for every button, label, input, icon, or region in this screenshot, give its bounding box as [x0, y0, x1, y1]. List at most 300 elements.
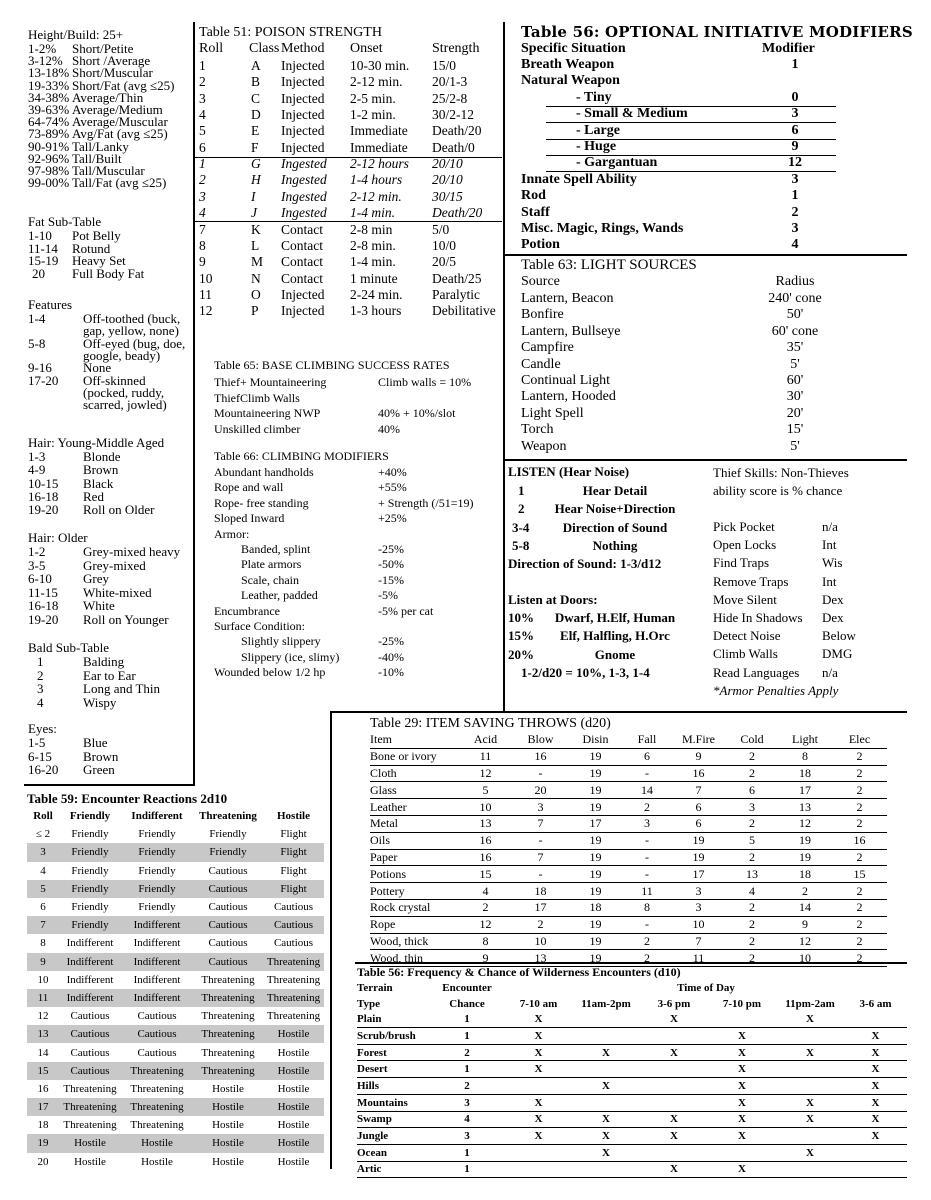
hair-young-value: Blonde [83, 449, 121, 464]
table-cell: X [572, 1078, 640, 1095]
table-59-header-cell: Hostile [277, 810, 310, 823]
table-51-cell: 20/1-3 [432, 74, 468, 90]
thief-ability: Int [822, 573, 837, 589]
table-cell: Hostile [263, 1025, 324, 1043]
hair-older-value: Roll on Younger [83, 611, 169, 627]
table-cell: 2 [832, 950, 887, 967]
table-51-cell: 1-4 hours [350, 172, 403, 188]
table-51-cell: B [251, 74, 261, 90]
table-cell: X [844, 1044, 907, 1061]
table-header-cell: 11am-2pm [581, 997, 631, 1010]
table-cell [844, 1011, 907, 1027]
table-cell [776, 1061, 844, 1078]
table-cell: 18 [778, 866, 832, 883]
table-51-cell: 30/2-12 [432, 107, 474, 123]
table-51-cell: 1-3 hours [350, 303, 402, 319]
table-cell: 2 [832, 883, 887, 900]
thief-skill: Pick Pocket [713, 519, 775, 534]
table-29-title: Table 29: ITEM SAVING THROWS (d20) [370, 716, 611, 731]
table-51-cell: D [251, 107, 261, 123]
table-cell: X [505, 1028, 572, 1045]
table-row [27, 843, 324, 861]
table-cell [505, 1161, 572, 1178]
table-cell: 19 [568, 866, 623, 883]
hair-older-value: Grey-mixed [83, 557, 146, 573]
table-row [357, 1094, 907, 1111]
features-roll: 9-16 [28, 360, 52, 376]
height-value: Tall/Muscular [72, 163, 145, 178]
hair-young-value: Red [83, 488, 104, 504]
table-cell: 2 [832, 799, 887, 816]
table-cell: 2 [726, 815, 778, 832]
table-cell: 2 [513, 916, 568, 933]
eyes-roll: 1-5 [28, 735, 46, 750]
table-cell: 2 [429, 1078, 505, 1095]
table-66-label: Banded, splint [241, 542, 311, 556]
table-header-cell: Type [357, 997, 381, 1010]
table-cell: 2 [726, 933, 778, 950]
table-63-source: Bonfire [521, 307, 564, 323]
thief-skill: Detect Noise [713, 628, 781, 644]
table-cell: Desert [357, 1061, 429, 1078]
table-row [370, 883, 887, 900]
table-row [27, 1062, 324, 1080]
table-cell: Threatening [201, 1010, 255, 1023]
table-66-value: +25% [378, 511, 407, 526]
table-51-cell: 25/2-8 [432, 90, 468, 106]
table-cell: Threatening [266, 973, 321, 986]
table-cell: 2 [726, 950, 778, 967]
height-roll: 92-96% [28, 150, 70, 166]
table-cell: Friendly [138, 864, 176, 877]
table-cell: 2 [726, 899, 778, 916]
table-cell: Cautious [193, 916, 263, 934]
table-51-cell: Death/20 [432, 123, 482, 139]
table-cell: Jungle [357, 1128, 429, 1145]
table-cell: Cautious [70, 1046, 110, 1059]
table-cell: 2 [778, 883, 832, 900]
table-59-header-cell: Friendly [69, 810, 111, 823]
table-cell [572, 1061, 640, 1078]
table-56-initiative-value: 3 [791, 221, 799, 236]
hair-older-roll: 6-10 [28, 571, 52, 586]
table-row [370, 799, 887, 816]
table-header-cell: 3-6 pm [657, 997, 691, 1010]
table-cell: 8 [623, 899, 671, 916]
hair-older-value: Grey [83, 571, 109, 586]
table-63-source: Lantern, Bullseye [521, 323, 621, 339]
table-cell: Hostile [121, 1134, 193, 1152]
table-51-cell: 20/10 [432, 172, 463, 188]
table-cell: Indifferent [121, 989, 193, 1007]
table-51-cell: 8 [199, 237, 206, 253]
features-value: (pocked, ruddy, [83, 384, 165, 400]
table-59-grid [27, 807, 324, 1171]
features-value: Off-skinned [83, 372, 146, 388]
table-cell [572, 1094, 640, 1111]
hair-older-value: White [83, 598, 115, 613]
table-cell: 19 [27, 1134, 59, 1152]
table-cell: 10 [513, 933, 568, 950]
table-cell: 12 [778, 815, 832, 832]
table-cell: 13 [513, 950, 568, 967]
table-cell: Cautious [208, 901, 248, 914]
bald-value: Wispy [83, 694, 117, 710]
table-cell: 2 [726, 765, 778, 782]
table-cell: 19 [568, 765, 623, 782]
table-56-wilderness-grid [357, 980, 907, 1178]
table-56-initiative-label: - Huge [576, 139, 617, 154]
bald-title: Bald Sub-Table [28, 640, 110, 655]
table-63-radius: 30' [786, 389, 804, 405]
table-51-cell: Contact [281, 254, 323, 270]
table-row [357, 1144, 907, 1161]
table-cell: X [505, 1111, 572, 1128]
table-cell: 16 [458, 832, 513, 849]
table-51-cell: 1-4 min. [350, 254, 396, 270]
table-cell: 1 [429, 1161, 505, 1178]
table-51-cell: Death/20 [432, 205, 483, 221]
table-56-initiative-value: 1 [791, 188, 799, 204]
table-29-header [370, 732, 887, 748]
listen-title: LISTEN (Hear Noise) [508, 464, 630, 479]
hair-older-title: Hair: Older [28, 530, 88, 545]
table-cell: Cautious [273, 901, 314, 914]
table-cell: 3 [429, 1094, 505, 1111]
table-row [357, 1161, 907, 1178]
hair-older-roll: 19-20 [28, 611, 59, 627]
table-66-value: +55% [378, 480, 407, 495]
table-51-cell: 9 [199, 254, 206, 270]
table-66-label: Rope- free standing [214, 495, 309, 510]
table-cell: Cloth [370, 765, 458, 782]
table-cell: Rock crystal [370, 899, 458, 916]
table-51-cell: C [251, 90, 261, 106]
table-65-title: Table 65: BASE CLIMBING SUCCESS RATES [214, 358, 450, 372]
bald-value: Ear to Ear [83, 667, 136, 683]
table-row [370, 832, 887, 849]
table-63-radius: 60' cone [771, 323, 819, 339]
height-value: Short/Fat (avg ≤25) [72, 77, 175, 93]
table-cell: 3 [671, 899, 726, 916]
table-cell: X [572, 1044, 640, 1061]
table-cell: 7 [671, 782, 726, 799]
height-value: Short/Muscular [72, 65, 153, 81]
table-51-cell: 1-2 min. [350, 107, 396, 123]
thief-skill: Climb Walls [713, 646, 778, 662]
table-51-cell: 30/15 [432, 188, 463, 204]
table-cell [640, 1061, 708, 1078]
table-cell: 19 [568, 950, 623, 967]
table-51-cell: 4 [199, 107, 206, 123]
table-cell: 7 [671, 933, 726, 950]
table-51-cell: 2-12 hours [350, 156, 409, 172]
table-66-label: Slippery (ice, slimy) [241, 649, 340, 664]
table-cell: Cautious [59, 1062, 121, 1080]
bald-value: Long and Thin [83, 681, 161, 696]
table-cell [640, 1094, 708, 1111]
table-cell: 12 [458, 916, 513, 933]
hair-young-value: Black [83, 475, 114, 491]
table-cell: Indifferent [133, 973, 181, 986]
table-51-cell: 7 [199, 221, 206, 237]
table-cell: X [572, 1144, 640, 1161]
table-56-wilderness-header [357, 980, 907, 996]
table-cell: - [623, 849, 671, 866]
table-row [27, 971, 324, 989]
table-cell: 12 [778, 933, 832, 950]
table-51-cell: J [251, 205, 257, 221]
height-value: Average/Medium [72, 102, 163, 117]
height-value: Tall/Fat (avg ≤25) [72, 175, 167, 191]
features-value: None [83, 360, 112, 376]
table-cell: 2 [623, 933, 671, 950]
table-cell: Threatening [263, 953, 324, 971]
table-51-cell: Paralytic [432, 286, 480, 302]
table-cell: 2 [726, 916, 778, 933]
table-cell: Oils [370, 832, 458, 849]
table-cell: Hostile [277, 1082, 310, 1095]
table-cell [776, 1078, 844, 1095]
table-cell: Flight [263, 843, 324, 861]
height-roll: 39-63% [28, 102, 70, 117]
table-cell: X [844, 1061, 907, 1078]
table-59-title: Table 59: Encounter Reactions 2d10 [27, 791, 228, 806]
table-cell: Swamp [357, 1111, 429, 1128]
height-roll: 90-91% [28, 138, 70, 154]
fat-roll: 20 [32, 265, 45, 281]
table-51-cell: Ingested [281, 172, 327, 188]
thief-ability: n/a [822, 664, 838, 680]
fat-roll: 11-14 [28, 240, 58, 256]
table-cell [640, 1028, 708, 1045]
table-56-initiative-value: 2 [791, 204, 799, 220]
thief-ability: Below [822, 628, 856, 644]
table-51-cell: 1 [199, 58, 206, 73]
table-cell: Cautious [121, 1025, 193, 1043]
table-cell [505, 1078, 572, 1095]
height-value: Tall/Lanky [72, 138, 129, 154]
table-cell: 2 [726, 748, 778, 765]
table-cell: Hostile [277, 1119, 310, 1132]
table-51-cell: M [251, 254, 264, 270]
table-header-cell: Time of Day [677, 981, 735, 994]
table-cell: Hostile [193, 1134, 263, 1152]
table-51-cell: 2 [199, 74, 206, 90]
table-cell: Threatening [263, 989, 324, 1007]
table-cell: Potions [370, 866, 458, 883]
table-cell: Hostile [141, 1155, 173, 1168]
hair-young-value: Brown [83, 462, 119, 478]
fat-value: Pot Belly [72, 228, 121, 243]
table-cell [844, 1161, 907, 1178]
table-cell: Friendly [71, 901, 109, 914]
table-66-value: -15% [378, 572, 404, 587]
table-29-header-cell: Item [370, 732, 458, 748]
table-56-initiative-label: Staff [521, 204, 550, 220]
table-cell: Threatening [193, 1025, 263, 1043]
table-65-label: Unskilled climber [214, 421, 301, 436]
table-cell: 8 [778, 748, 832, 765]
table-cell: X [708, 1078, 776, 1095]
table-56-initiative-label: - Tiny [576, 89, 612, 105]
thief-intro: ability score is % chance [713, 483, 843, 498]
table-56-initiative-value: 6 [791, 122, 799, 138]
table-cell: 19 [568, 799, 623, 816]
thief-skill: Remove Traps [713, 573, 789, 589]
table-cell: Cautious [137, 1010, 177, 1023]
table-51-cell: 10/0 [432, 237, 457, 253]
table-cell: Friendly [121, 880, 193, 898]
table-cell: Friendly [138, 828, 176, 841]
table-cell: 19 [778, 832, 832, 849]
table-cell: Friendly [121, 843, 193, 861]
table-cell: Cautious [59, 1025, 121, 1043]
table-63-source: Torch [521, 422, 554, 438]
table-cell: 10 [37, 973, 49, 986]
thief-ability: Wis [822, 555, 843, 571]
table-cell: 17 [27, 1098, 59, 1116]
fat-roll: 15-19 [28, 253, 59, 269]
table-29 [370, 716, 900, 967]
table-header-cell: Encounter [442, 981, 492, 994]
eyes-value: Brown [83, 748, 119, 764]
table-51-cell: Injected [281, 107, 325, 123]
table-51-cell: 5/0 [432, 221, 450, 237]
table-cell: 19 [568, 933, 623, 950]
bald-roll: 2 [37, 667, 44, 683]
table-row [27, 953, 324, 971]
table-cell: Hostile [59, 1134, 121, 1152]
table-51-cell: 1-4 min. [350, 205, 395, 221]
table-51-cell: 2-8 min. [350, 237, 396, 253]
height-value: Short /Average [72, 53, 151, 69]
fat-title: Fat Sub-Table [28, 214, 102, 229]
features-value: google, beady) [83, 347, 161, 363]
table-51-cell: P [251, 303, 259, 319]
table-cell: 1 [429, 1028, 505, 1045]
table-51-cell: 6 [199, 139, 206, 155]
bald-value: Balding [83, 654, 125, 669]
table-cell: X [844, 1028, 907, 1045]
table-56-initiative-label: Innate Spell Ability [521, 171, 637, 187]
table-cell: Rope [370, 916, 458, 933]
table-row [27, 1007, 324, 1025]
table-cell: Plain [357, 1011, 429, 1027]
table-cell: X [640, 1128, 708, 1145]
table-cell: 12 [37, 1010, 49, 1023]
height-roll: 1-2% [28, 41, 57, 56]
table-cell: X [640, 1011, 708, 1027]
table-51-cell: O [251, 286, 261, 302]
table-cell: 14 [623, 782, 671, 799]
listen-roll: 3-4 [512, 519, 530, 535]
table-cell: 2 [832, 748, 887, 765]
table-cell: 9 [778, 916, 832, 933]
table-66-label: Encumbrance [214, 603, 280, 618]
table-cell [776, 1161, 844, 1178]
hair-older-roll: 3-5 [28, 557, 46, 573]
table-cell: Flight [280, 864, 307, 877]
table-63-radius: 5' [790, 438, 800, 454]
table-cell: Flight [280, 828, 307, 841]
thief-note: *Armor Penalties Apply [713, 683, 839, 698]
table-row [27, 862, 324, 880]
table-63-source: Light Spell [521, 405, 584, 421]
table-cell: 2 [832, 782, 887, 799]
table-63-source: Weapon [521, 438, 567, 454]
table-cell: 17 [568, 815, 623, 832]
table-66-label: Scale, chain [241, 572, 299, 587]
table-51-cell: 5 [199, 123, 206, 139]
table-header-cell: 7-10 pm [722, 997, 762, 1010]
table-cell: 9 [671, 748, 726, 765]
height-title: Height/Build: 25+ [28, 27, 124, 42]
table-cell: 16 [513, 748, 568, 765]
table-51-cell: Death/0 [432, 139, 475, 155]
eyes-value: Green [83, 762, 115, 777]
table-cell: - [623, 832, 671, 849]
bald-roll: 1 [37, 654, 44, 669]
table-row [27, 1134, 324, 1152]
table-row [27, 1080, 324, 1098]
thief-ability: n/a [822, 519, 838, 534]
table-cell: 1 [429, 1061, 505, 1078]
table-cell: 3 [513, 799, 568, 816]
table-cell: 12 [458, 765, 513, 782]
height-value: Average/Thin [72, 89, 144, 105]
table-cell: Threatening [193, 1062, 263, 1080]
table-cell [505, 1144, 572, 1161]
table-63-source: Lantern, Hooded [521, 389, 616, 405]
table-cell: Friendly [71, 864, 109, 877]
table-cell: 3 [623, 815, 671, 832]
table-56-initiative-title: Table 56: OPTIONAL INITIATIVE MODIFIERS [521, 23, 913, 41]
table-51-cell: 20/5 [432, 254, 457, 270]
table-66-value: -40% [378, 649, 404, 664]
hair-young-title: Hair: Young-Middle Aged [28, 435, 165, 450]
table-cell: 13 [778, 799, 832, 816]
table-cell: X [776, 1111, 844, 1128]
height-value: Avg/Fat (avg ≤25) [72, 126, 168, 142]
table-cell: Metal [370, 815, 458, 832]
table-cell: Flight [263, 880, 324, 898]
table-51-header-cell: Roll [199, 41, 224, 56]
table-cell: Ocean [357, 1144, 429, 1161]
table-66-value: -10% [378, 665, 404, 680]
listen-door-race: Gnome [594, 646, 636, 662]
table-63-radius: 5' [790, 356, 800, 372]
table-51-cell: Immediate [350, 139, 408, 155]
table-cell: 4 [40, 864, 46, 877]
table-header-cell: Terrain [357, 981, 393, 994]
table-56-initiative-label: Potion [521, 237, 560, 253]
height-value: Short/Petite [72, 41, 134, 56]
features-roll: 5-8 [28, 335, 46, 351]
height-roll: 19-33% [28, 77, 70, 93]
table-cell: Threatening [193, 989, 263, 1007]
hair-young-roll: 16-18 [28, 488, 59, 504]
table-59-header [27, 807, 324, 825]
table-cell: 6 [671, 815, 726, 832]
table-row [27, 934, 324, 952]
table-66-value: -25% [378, 542, 404, 556]
table-row [357, 1111, 907, 1128]
table-51-cell: H [251, 172, 261, 188]
table-cell: X [844, 1094, 907, 1111]
table-cell: X [708, 1111, 776, 1128]
table-63-title: Table 63: LIGHT SOURCES [521, 257, 697, 273]
